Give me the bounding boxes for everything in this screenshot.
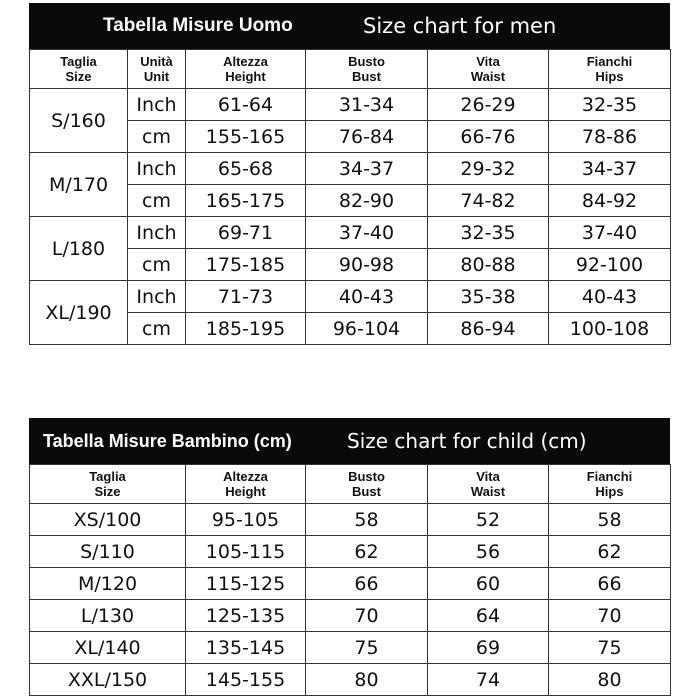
waist-cell: 35-38 [428, 281, 549, 313]
bust-cell: 37-40 [306, 217, 428, 249]
hips-cell: 40-43 [549, 281, 671, 313]
header-label-en: Waist [470, 484, 506, 499]
hips-cell: 32-35 [549, 89, 671, 121]
height-cell: 95-105 [186, 504, 306, 536]
size-cell: XL/140 [30, 632, 186, 664]
header-bust [306, 465, 428, 504]
height-cell: 155-165 [186, 121, 306, 153]
table-row [30, 153, 671, 185]
size-cell: L/130 [30, 600, 186, 632]
waist-cell: 60 [428, 568, 549, 600]
bust-cell: 58 [306, 504, 428, 536]
waist-cell: 86-94 [428, 313, 549, 345]
height-cell: 125-135 [186, 600, 306, 632]
hips-cell: 75 [549, 632, 671, 664]
header-label-it: Fianchi [586, 469, 633, 484]
unit-cell: Inch [128, 217, 186, 249]
child-title-bar [29, 418, 670, 464]
header-height [186, 465, 306, 504]
table-row [30, 600, 671, 632]
header-size [30, 465, 186, 504]
waist-cell: 52 [428, 504, 549, 536]
waist-cell: 32-35 [428, 217, 549, 249]
header-label-it: Vita [476, 469, 500, 484]
waist-cell: 74 [428, 664, 549, 696]
waist-cell: 64 [428, 600, 549, 632]
height-cell: 105-115 [186, 536, 306, 568]
header-label-it: Fianchi [586, 54, 633, 69]
header-label-it: Altezza [223, 469, 268, 484]
hips-cell: 37-40 [549, 217, 671, 249]
header-label-en: Hips [595, 484, 624, 499]
unit-cell: cm [128, 249, 186, 281]
men-title-english: Size chart for men [363, 14, 557, 38]
header-label-it: Altezza [223, 54, 268, 69]
bust-cell: 31-34 [306, 89, 428, 121]
header-label-en: Hips [595, 69, 624, 84]
header-label-it: Taglia [89, 469, 126, 484]
bust-cell: 96-104 [306, 313, 428, 345]
header-size [30, 50, 128, 89]
bust-cell: 40-43 [306, 281, 428, 313]
header-label-it: Busto [348, 54, 385, 69]
size-cell: XL/190 [30, 281, 128, 345]
size-cell: S/110 [30, 536, 186, 568]
men-size-table [29, 49, 671, 345]
header-label-en: Waist [470, 69, 506, 84]
waist-cell: 56 [428, 536, 549, 568]
hips-cell: 100-108 [549, 313, 671, 345]
hips-cell: 66 [549, 568, 671, 600]
unit-cell: cm [128, 185, 186, 217]
header-label-en: Bust [352, 69, 381, 84]
height-cell: 61-64 [186, 89, 306, 121]
table-row [30, 568, 671, 600]
bust-cell: 76-84 [306, 121, 428, 153]
waist-cell: 74-82 [428, 185, 549, 217]
table-row [30, 504, 671, 536]
hips-cell: 34-37 [549, 153, 671, 185]
height-cell: 115-125 [186, 568, 306, 600]
table-row [30, 217, 671, 249]
height-cell: 65-68 [186, 153, 306, 185]
men-title-italian: Tabella Misure Uomo [103, 15, 293, 36]
height-cell: 69-71 [186, 217, 306, 249]
men-header-row [30, 50, 671, 89]
header-hips [549, 465, 671, 504]
table-row [30, 632, 671, 664]
header-label-it: Busto [348, 469, 385, 484]
header-label-en: Height [225, 484, 266, 499]
table-row [30, 281, 671, 313]
unit-cell: Inch [128, 153, 186, 185]
size-cell: M/170 [30, 153, 128, 217]
height-cell: 185-195 [186, 313, 306, 345]
height-cell: 145-155 [186, 664, 306, 696]
size-cell: XS/100 [30, 504, 186, 536]
bust-cell: 75 [306, 632, 428, 664]
unit-cell: Inch [128, 281, 186, 313]
bust-cell: 66 [306, 568, 428, 600]
bust-cell: 34-37 [306, 153, 428, 185]
height-cell: 135-145 [186, 632, 306, 664]
hips-cell: 84-92 [549, 185, 671, 217]
child-header-row [30, 465, 671, 504]
unit-cell: Inch [128, 89, 186, 121]
header-waist [428, 50, 549, 89]
bust-cell: 82-90 [306, 185, 428, 217]
height-cell: 71-73 [186, 281, 306, 313]
hips-cell: 58 [549, 504, 671, 536]
header-label-en: Size [94, 484, 121, 499]
waist-cell: 66-76 [428, 121, 549, 153]
header-label-it: Unità [140, 54, 173, 69]
header-label-en: Height [225, 69, 266, 84]
header-label-en: Unit [143, 69, 170, 84]
hips-cell: 80 [549, 664, 671, 696]
size-cell: M/120 [30, 568, 186, 600]
header-label-en: Bust [352, 484, 381, 499]
unit-cell: cm [128, 121, 186, 153]
hips-cell: 62 [549, 536, 671, 568]
men-size-chart [29, 3, 670, 345]
child-title-italian: Tabella Misure Bambino (cm) [43, 431, 292, 451]
size-cell: L/180 [30, 217, 128, 281]
header-height [186, 50, 306, 89]
header-hips [549, 50, 671, 89]
waist-cell: 69 [428, 632, 549, 664]
header-unit [128, 50, 186, 89]
bust-cell: 90-98 [306, 249, 428, 281]
table-row [30, 664, 671, 696]
hips-cell: 78-86 [549, 121, 671, 153]
size-cell: XXL/150 [30, 664, 186, 696]
child-size-table [29, 464, 671, 696]
waist-cell: 80-88 [428, 249, 549, 281]
header-bust [306, 50, 428, 89]
table-row [30, 536, 671, 568]
hips-cell: 92-100 [549, 249, 671, 281]
height-cell: 175-185 [186, 249, 306, 281]
unit-cell: cm [128, 313, 186, 345]
waist-cell: 29-32 [428, 153, 549, 185]
bust-cell: 80 [306, 664, 428, 696]
header-waist [428, 465, 549, 504]
size-cell: S/160 [30, 89, 128, 153]
header-label-it: Taglia [60, 54, 97, 69]
bust-cell: 70 [306, 600, 428, 632]
bust-cell: 62 [306, 536, 428, 568]
header-label-en: Size [65, 69, 92, 84]
table-row [30, 89, 671, 121]
men-title-bar [29, 3, 670, 49]
header-label-it: Vita [476, 54, 500, 69]
height-cell: 165-175 [186, 185, 306, 217]
child-title-english: Size chart for child (cm) [347, 429, 587, 453]
waist-cell: 26-29 [428, 89, 549, 121]
child-size-chart [29, 418, 670, 696]
hips-cell: 70 [549, 600, 671, 632]
